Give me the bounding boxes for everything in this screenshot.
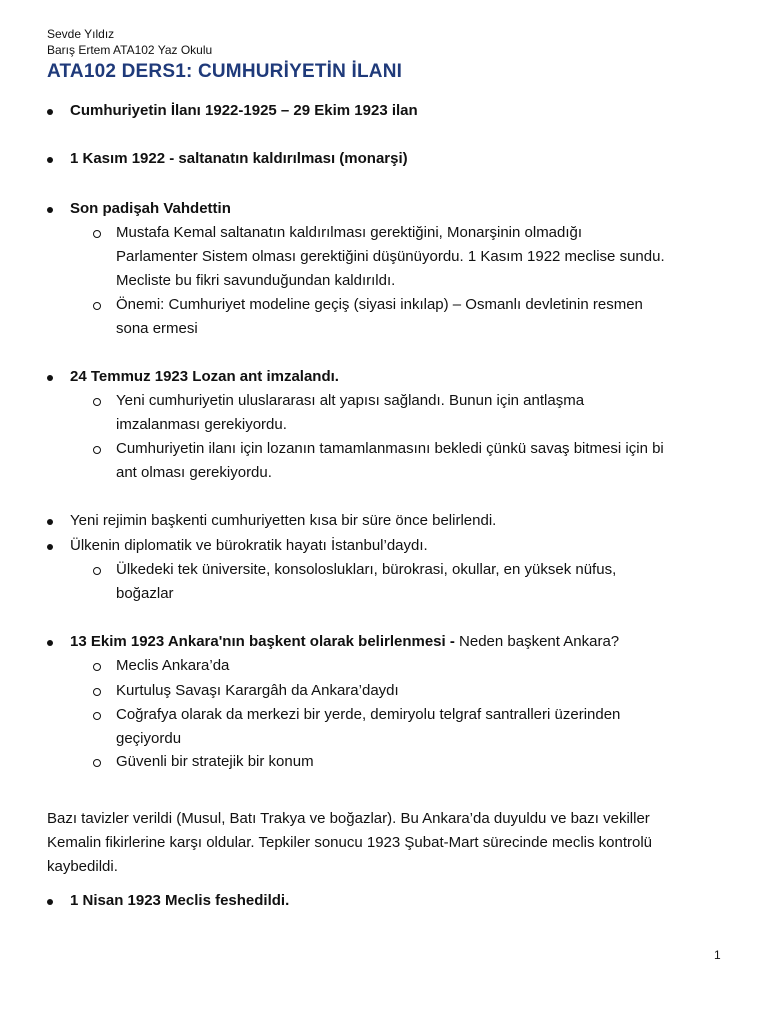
sub-bullet-icon xyxy=(93,302,101,310)
list-item: Yeni rejimin başkenti cumhuriyetten kısa bir süre önce belirlendi. xyxy=(70,512,497,529)
bullet-icon xyxy=(47,640,53,646)
sub-list-item-line: sona ermesi xyxy=(116,320,198,337)
page-title: ATA102 DERS1: CUMHURİYETİN İLANI xyxy=(47,61,403,82)
sub-bullet-icon xyxy=(93,446,101,454)
sub-list-item: Kurtuluş Savaşı Karargâh da Ankara’daydı xyxy=(116,682,399,699)
page-number: 1 xyxy=(714,948,721,962)
bullet-icon xyxy=(47,109,53,115)
sub-bullet-icon xyxy=(93,688,101,696)
sub-list-item-line: geçiyordu xyxy=(116,730,182,747)
bullet-icon xyxy=(47,544,53,550)
list-item: 1 Kasım 1922 - saltanatın kaldırılması (monarşi) xyxy=(70,150,408,167)
sub-bullet-icon xyxy=(93,712,101,720)
course-name: Barış Ertem ATA102 Yaz Okulu xyxy=(47,43,213,57)
list-item: Son padişah Vahdettin xyxy=(70,200,231,217)
list-item: 24 Temmuz 1923 Lozan ant imzalandı. xyxy=(70,368,339,385)
paragraph-line: Kemalin fikirlerine karşı oldular. Tepkiler sonucu 1923 Şubat-Mart sürecinde meclis kontrolü xyxy=(47,834,653,851)
bullet-icon xyxy=(47,375,53,381)
sub-list-item-line: Mecliste bu fikri savunduğundan kaldırıldı. xyxy=(116,272,396,289)
sub-list-item: Güvenli bir stratejik bir konum xyxy=(116,753,314,770)
list-item-bold: 13 Ekim 1923 Ankara'nın başkent olarak belirlenmesi - xyxy=(70,633,455,650)
bullet-icon xyxy=(47,519,53,525)
sub-list-item-line: boğazlar xyxy=(116,585,174,602)
sub-list-item-line: ant olması gerekiyordu. xyxy=(116,464,272,481)
sub-list-item: Coğrafya olarak da merkezi bir yerde, demiryolu telgraf santralleri üzerinden xyxy=(116,706,621,723)
list-item: Ülkenin diplomatik ve bürokratik hayatı İstanbul’daydı. xyxy=(70,537,428,554)
sub-list-item-line: imzalanması gerekiyordu. xyxy=(116,416,287,433)
sub-bullet-icon xyxy=(93,567,101,575)
bullet-icon xyxy=(47,207,53,213)
list-item: 1 Nisan 1923 Meclis feshedildi. xyxy=(70,892,290,909)
sub-bullet-icon xyxy=(93,663,101,671)
paragraph-line: Bazı tavizler verildi (Musul, Batı Trakya ve boğazlar). Bu Ankara’da duyuldu ve bazı vekiller xyxy=(47,810,650,827)
list-item-question: Neden başkent Ankara? xyxy=(454,633,620,650)
sub-list-item-line: Parlamenter Sistem olması gerektiğini düşünüyordu. 1 Kasım 1922 meclise sundu. xyxy=(116,248,665,265)
bullet-icon xyxy=(47,899,53,905)
paragraph-line: kaybedildi. xyxy=(47,858,118,875)
sub-list-item: Ülkedeki tek üniversite, konsoloslukları, bürokrasi, okullar, en yüksek nüfus, xyxy=(116,561,617,578)
list-item xyxy=(70,632,619,652)
sub-bullet-icon xyxy=(93,759,101,767)
list-item: Cumhuriyetin İlanı 1922-1925 – 29 Ekim 1923 ilan xyxy=(70,102,418,119)
sub-list-item: Önemi: Cumhuriyet modeline geçiş (siyasi inkılap) – Osmanlı devletinin resmen xyxy=(116,296,643,313)
author-name: Sevde Yıldız xyxy=(47,27,115,41)
sub-list-item: Cumhuriyetin ilanı için lozanın tamamlanmasını bekledi çünkü savaş bitmesi için bi xyxy=(116,440,664,457)
sub-list-item: Meclis Ankara’da xyxy=(116,657,230,674)
sub-list-item: Yeni cumhuriyetin uluslararası alt yapısı sağlandı. Bunun için antlaşma xyxy=(116,392,585,409)
sub-bullet-icon xyxy=(93,230,101,238)
sub-bullet-icon xyxy=(93,398,101,406)
bullet-icon xyxy=(47,157,53,163)
sub-list-item: Mustafa Kemal saltanatın kaldırılması gerektiğini, Monarşinin olmadığı xyxy=(116,224,583,241)
